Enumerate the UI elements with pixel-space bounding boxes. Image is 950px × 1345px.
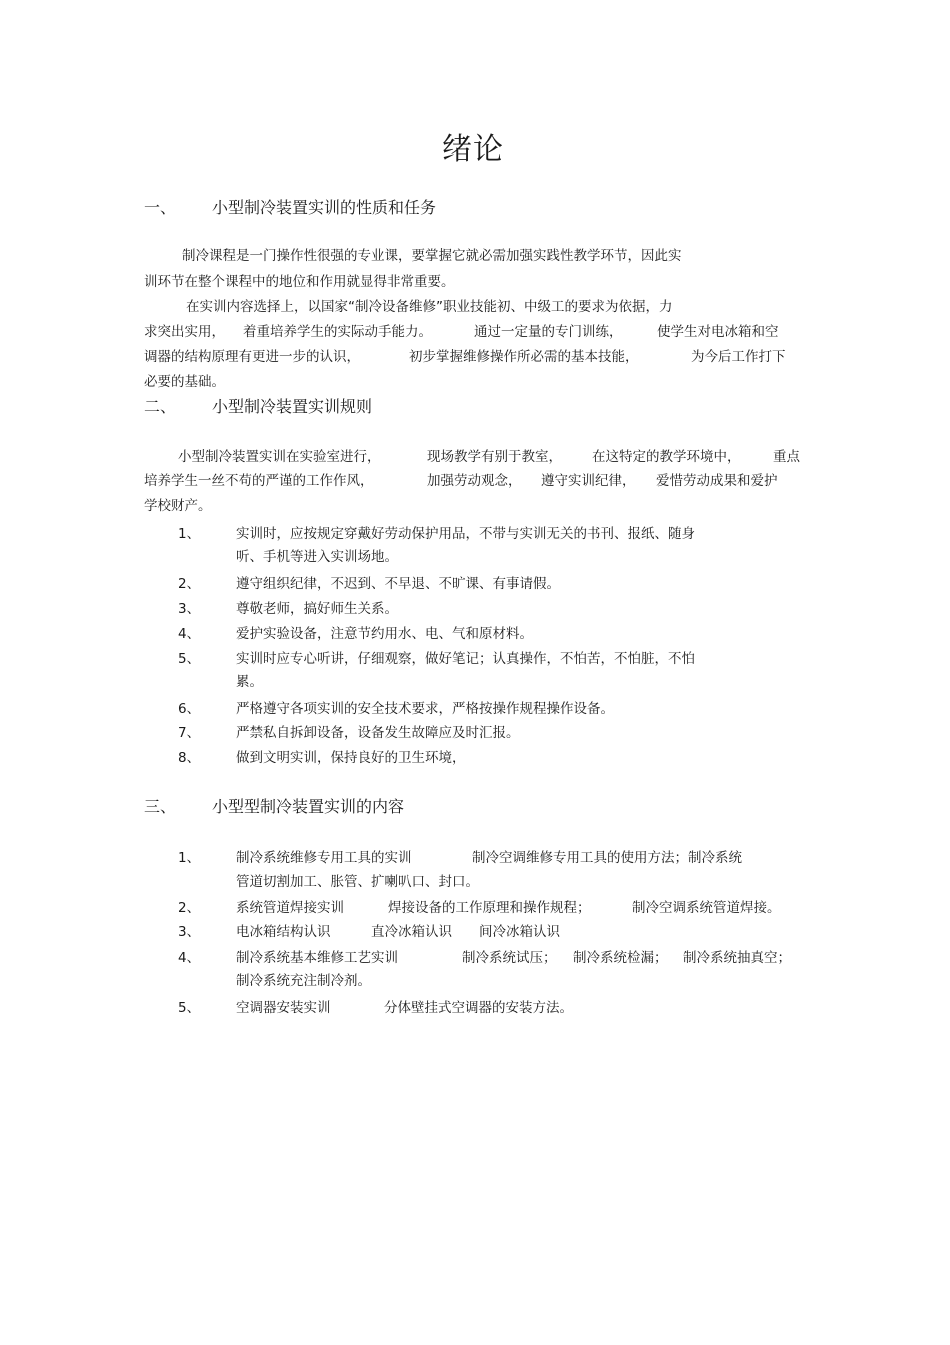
list-item: 遵守组织纪律，不迟到、不早退、不旷课、有事请假。 — [236, 576, 560, 592]
section-number: 三、 — [144, 797, 177, 816]
list-item-title: 制冷系统维修专用工具的实训 — [236, 850, 412, 866]
list-item: 严格遵守各项实训的安全技术要求，严格按操作规程操作设备。 — [236, 701, 614, 717]
list-item-detail: 直冷冰箱认识 — [371, 924, 452, 940]
list-item-detail: 制冷系统检漏； — [573, 950, 668, 966]
list-number: 5、 — [178, 1000, 201, 1016]
paragraph-text: 求突出实用， — [144, 324, 225, 340]
list-item: 爱护实验设备，注意节约用水、电、气和原材料。 — [236, 626, 533, 642]
list-item-title: 空调器安装实训 — [236, 1000, 331, 1016]
list-number: 3、 — [178, 924, 201, 940]
section-heading: 小型制冷装置实训规则 — [212, 397, 373, 416]
list-item: 实训时，应按规定穿戴好劳动保护用品，不带与实训无关的书刊、报纸、随身 — [236, 526, 695, 542]
list-item-detail: 间冷冰箱认识 — [479, 924, 560, 940]
list-number: 7、 — [178, 725, 201, 741]
paragraph-line: 学校财产。 — [144, 498, 212, 514]
list-item-continued: 累。 — [236, 674, 263, 690]
list-item: 尊敬老师，搞好师生关系。 — [236, 601, 398, 617]
list-item: 实训时应专心听讲，仔细观察，做好笔记；认真操作，不怕苦，不怕脏，不怕 — [236, 651, 695, 667]
list-item-detail: 制冷系统试压； — [462, 950, 557, 966]
list-number: 2、 — [178, 576, 201, 592]
paragraph-text: 现场教学有别于教室， — [427, 449, 562, 465]
section-number: 一、 — [144, 198, 177, 217]
list-item: 严禁私自拆卸设备，设备发生故障应及时汇报。 — [236, 725, 520, 741]
paragraph-text: 爱惜劳动成果和爱护 — [656, 473, 778, 489]
list-number: 4、 — [178, 950, 201, 966]
list-item-detail: 制冷系统抽真空； — [683, 950, 791, 966]
paragraph-text: 小型制冷装置实训在实验室进行， — [178, 449, 381, 465]
list-number: 2、 — [178, 900, 201, 916]
paragraph-text: 培养学生一丝不苟的严谨的工作作风， — [144, 473, 374, 489]
paragraph-text: 使学生对电冰箱和空 — [657, 324, 779, 340]
paragraph-line: 训环节在整个课程中的地位和作用就显得非常重要。 — [144, 274, 455, 290]
list-number: 8、 — [178, 750, 201, 766]
list-number: 3、 — [178, 601, 201, 617]
paragraph-text: 遵守实训纪律， — [541, 473, 636, 489]
section-heading: 小型型制冷装置实训的内容 — [212, 797, 405, 816]
list-item-continued: 制冷系统充注制冷剂。 — [236, 973, 371, 989]
section-heading: 小型制冷装置实训的性质和任务 — [212, 198, 437, 217]
list-number: 4、 — [178, 626, 201, 642]
paragraph-line: 在实训内容选择上，以国家“制冷设备维修”职业技能初、中级工的要求为依据，力 — [186, 299, 673, 315]
list-item-detail: 焊接设备的工作原理和操作规程； — [388, 900, 591, 916]
paragraph-text: 重点 — [773, 449, 800, 465]
list-item-detail: 制冷空调系统管道焊接。 — [632, 900, 781, 916]
list-item-continued: 管道切割加工、胀管、扩喇叭口、封口。 — [236, 874, 479, 890]
page-title: 绪论 — [442, 132, 504, 167]
paragraph-text: 加强劳动观念， — [427, 473, 522, 489]
list-number: 5、 — [178, 651, 201, 667]
paragraph-text: 着重培养学生的实际动手能力。 — [243, 324, 432, 340]
list-item: 做到文明实训，保持良好的卫生环境， — [236, 750, 466, 766]
paragraph-text: 通过一定量的专门训练， — [474, 324, 623, 340]
list-number: 1、 — [178, 850, 201, 866]
list-item-continued: 听、手机等进入实训场地。 — [236, 549, 398, 565]
list-number: 6、 — [178, 701, 201, 717]
list-item-title: 电冰箱结构认识 — [236, 924, 331, 940]
list-item-detail: 分体壁挂式空调器的安装方法。 — [384, 1000, 573, 1016]
list-number: 1、 — [178, 526, 201, 542]
paragraph-text: 在这特定的教学环境中， — [592, 449, 741, 465]
paragraph-text: 为今后工作打下 — [691, 349, 786, 365]
paragraph-text: 初步掌握维修操作所必需的基本技能， — [409, 349, 639, 365]
list-item-title: 制冷系统基本维修工艺实训 — [236, 950, 398, 966]
section-number: 二、 — [144, 397, 177, 416]
paragraph-text: 调器的结构原理有更进一步的认识， — [144, 349, 360, 365]
list-item-title: 系统管道焊接实训 — [236, 900, 344, 916]
paragraph-line: 制冷课程是一门操作性很强的专业课，要掌握它就必需加强实践性教学环节，因此实 — [182, 248, 682, 264]
list-item-detail: 制冷空调维修专用工具的使用方法；制冷系统 — [472, 850, 742, 866]
paragraph-line: 必要的基础。 — [144, 374, 225, 390]
